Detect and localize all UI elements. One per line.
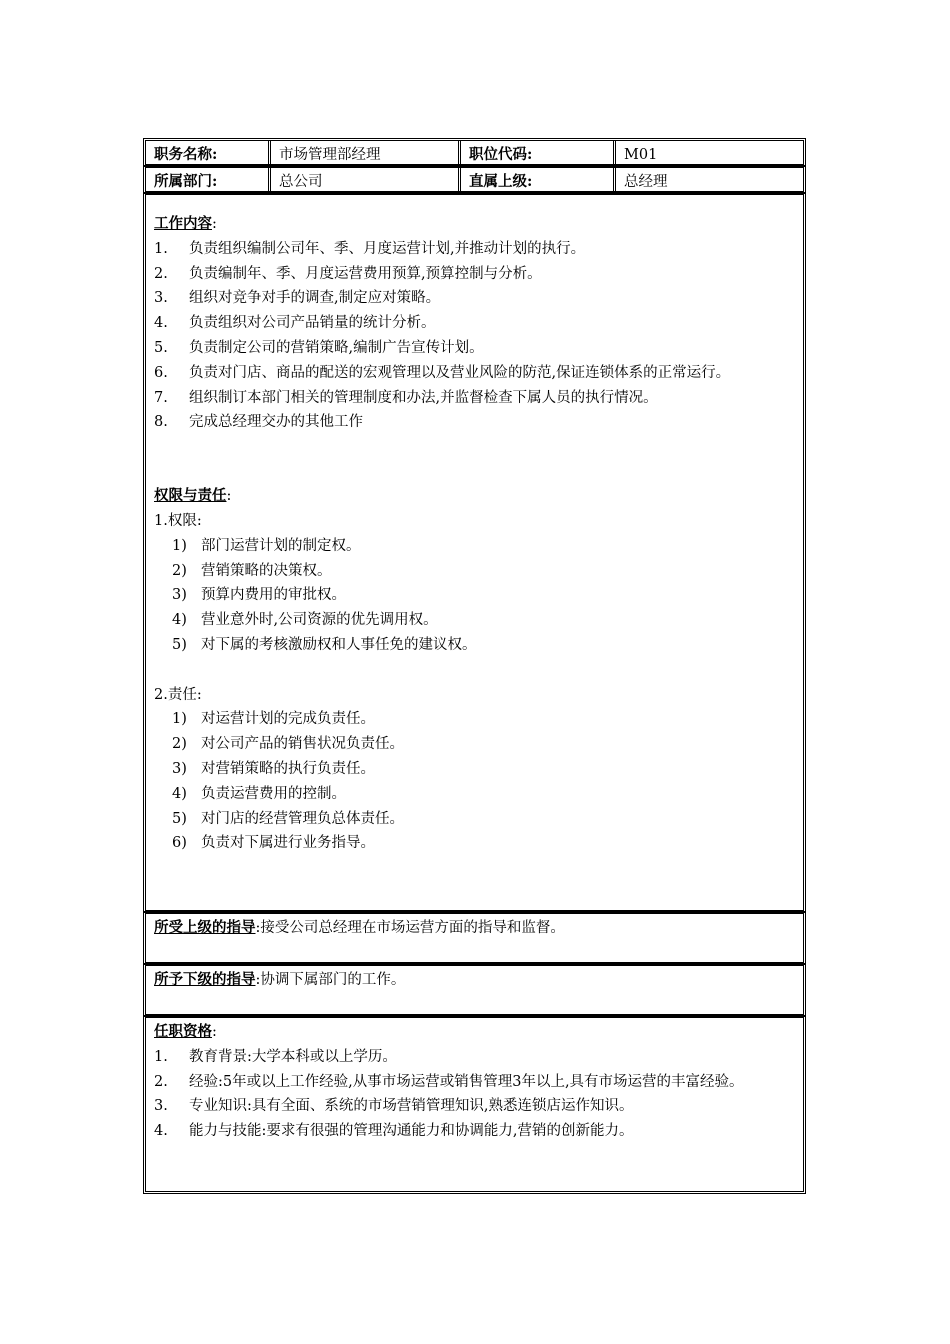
list-text: 负责对下属进行业务指导。 bbox=[201, 835, 375, 852]
list-number: 3. bbox=[154, 290, 168, 307]
authority-heading: 权限与责任 bbox=[154, 487, 227, 505]
supervisor-value: 总经理 bbox=[624, 174, 668, 190]
duty-item bbox=[154, 807, 795, 832]
list-number: 4. bbox=[154, 315, 168, 332]
list-text: 完成总经理交办的其他工作 bbox=[189, 414, 363, 431]
duty-item bbox=[154, 831, 795, 856]
subordinate-guidance-text: :协调下属部门的工作。 bbox=[255, 972, 406, 988]
list-number: 5) bbox=[172, 810, 187, 827]
list-number: 6. bbox=[154, 364, 168, 381]
list-text: 对公司产品的销售状况负责任。 bbox=[201, 736, 404, 753]
header-row-1 bbox=[143, 138, 806, 167]
power-item bbox=[154, 608, 795, 633]
power-item bbox=[154, 559, 795, 584]
list-text: 经验:5年或以上工作经验,从事市场运营或销售管理3年以上,具有市场运营的丰富经验。 bbox=[189, 1073, 744, 1090]
job-code-value: M01 bbox=[624, 147, 658, 163]
list-text: 营销策略的决策权。 bbox=[201, 562, 332, 579]
list-number: 6) bbox=[172, 835, 187, 852]
qualifications-title: 任职资格: bbox=[154, 1023, 217, 1040]
list-number: 1) bbox=[172, 711, 187, 728]
list-text: 对营销策略的执行负责任。 bbox=[201, 760, 375, 777]
work-item bbox=[154, 386, 795, 411]
work-content-list bbox=[154, 237, 795, 435]
work-content-heading: 工作内容 bbox=[154, 215, 212, 232]
list-number: 3) bbox=[172, 760, 187, 777]
power-item bbox=[154, 534, 795, 559]
work-section bbox=[143, 192, 806, 913]
work-content-title: 工作内容: bbox=[154, 215, 217, 232]
list-text: 组织制订本部门相关的管理制度和办法,并监督检查下属人员的执行情况。 bbox=[189, 389, 658, 406]
qualification-item bbox=[154, 1045, 795, 1070]
department-label: 所属部门: bbox=[154, 173, 218, 190]
list-number: 7. bbox=[154, 389, 168, 406]
duties-list bbox=[154, 707, 795, 856]
superior-guidance-heading: 所受上级的指导 bbox=[154, 919, 256, 936]
qualification-item bbox=[154, 1070, 795, 1095]
list-number: 1. bbox=[154, 240, 168, 257]
powers-list bbox=[154, 534, 795, 658]
list-text: 对运营计划的完成负责任。 bbox=[201, 711, 375, 728]
list-text: 负责制定公司的营销策略,编制广告宣传计划。 bbox=[189, 339, 484, 356]
list-number: 4) bbox=[172, 612, 187, 629]
duty-item bbox=[154, 732, 795, 757]
list-number: 3) bbox=[172, 587, 187, 604]
list-number: 4. bbox=[154, 1123, 168, 1140]
list-number: 8. bbox=[154, 414, 168, 431]
authority-title: 权限与责任: bbox=[154, 487, 232, 505]
list-number: 2. bbox=[154, 1073, 168, 1090]
powers-title: 1.权限: bbox=[154, 512, 202, 529]
header-row-2 bbox=[143, 165, 806, 194]
job-code-label: 职位代码: bbox=[469, 146, 533, 163]
list-number: 3. bbox=[154, 1098, 168, 1115]
list-number: 2) bbox=[172, 736, 187, 753]
list-text: 营业意外时,公司资源的优先调用权。 bbox=[201, 612, 438, 629]
work-item bbox=[154, 410, 795, 435]
qualifications-section bbox=[143, 1015, 806, 1194]
qualification-item bbox=[154, 1119, 795, 1144]
duty-item bbox=[154, 707, 795, 732]
supervisor-label: 直属上级: bbox=[469, 173, 533, 190]
list-text: 对下属的考核激励权和人事任免的建议权。 bbox=[201, 636, 477, 653]
power-item bbox=[154, 633, 795, 658]
list-text: 对门店的经营管理负总体责任。 bbox=[201, 810, 404, 827]
job-title-label: 职务名称: bbox=[154, 146, 218, 163]
subordinate-guidance-section bbox=[143, 963, 806, 1017]
qualifications-heading: 任职资格 bbox=[154, 1023, 212, 1040]
duty-item bbox=[154, 757, 795, 782]
list-text: 能力与技能:要求有很强的管理沟通能力和协调能力,营销的创新能力。 bbox=[189, 1123, 634, 1140]
list-text: 部门运营计划的制定权。 bbox=[201, 537, 361, 554]
work-item bbox=[154, 336, 795, 361]
list-text: 教育背景:大学本科或以上学历。 bbox=[189, 1048, 397, 1065]
list-number: 2) bbox=[172, 562, 187, 579]
work-item bbox=[154, 286, 795, 311]
list-text: 预算内费用的审批权。 bbox=[201, 587, 346, 604]
superior-guidance-text: :接受公司总经理在市场运营方面的指导和监督。 bbox=[255, 920, 565, 936]
list-number: 5. bbox=[154, 339, 168, 356]
list-text: 专业知识:具有全面、系统的市场营销管理知识,熟悉连锁店运作知识。 bbox=[189, 1098, 634, 1115]
list-text: 组织对竞争对手的调查,制定应对策略。 bbox=[189, 290, 441, 307]
subordinate-guidance-heading: 所予下级的指导 bbox=[154, 971, 256, 988]
list-text: 负责对门店、商品的配送的宏观管理以及营业风险的防范,保证连锁体系的正常运行。 bbox=[189, 364, 731, 381]
list-number: 1. bbox=[154, 1048, 168, 1065]
work-item bbox=[154, 361, 795, 386]
superior-guidance-section bbox=[143, 911, 806, 965]
list-number: 2. bbox=[154, 265, 168, 282]
work-item bbox=[154, 237, 795, 262]
list-text: 负责编制年、季、月度运营费用预算,预算控制与分析。 bbox=[189, 265, 542, 282]
list-number: 4) bbox=[172, 785, 187, 802]
qualifications-list bbox=[154, 1045, 795, 1144]
list-number: 1) bbox=[172, 537, 187, 554]
list-text: 负责组织对公司产品销量的统计分析。 bbox=[189, 315, 436, 332]
department-value: 总公司 bbox=[279, 174, 323, 190]
list-text: 负责组织编制公司年、季、月度运营计划,并推动计划的执行。 bbox=[189, 240, 586, 257]
power-item bbox=[154, 583, 795, 608]
work-item bbox=[154, 262, 795, 287]
work-item bbox=[154, 311, 795, 336]
duties-title: 2.责任: bbox=[154, 686, 202, 703]
job-title-value: 市场管理部经理 bbox=[279, 147, 381, 163]
list-text: 负责运营费用的控制。 bbox=[201, 785, 346, 802]
qualification-item bbox=[154, 1094, 795, 1119]
list-number: 5) bbox=[172, 636, 187, 653]
duty-item bbox=[154, 782, 795, 807]
